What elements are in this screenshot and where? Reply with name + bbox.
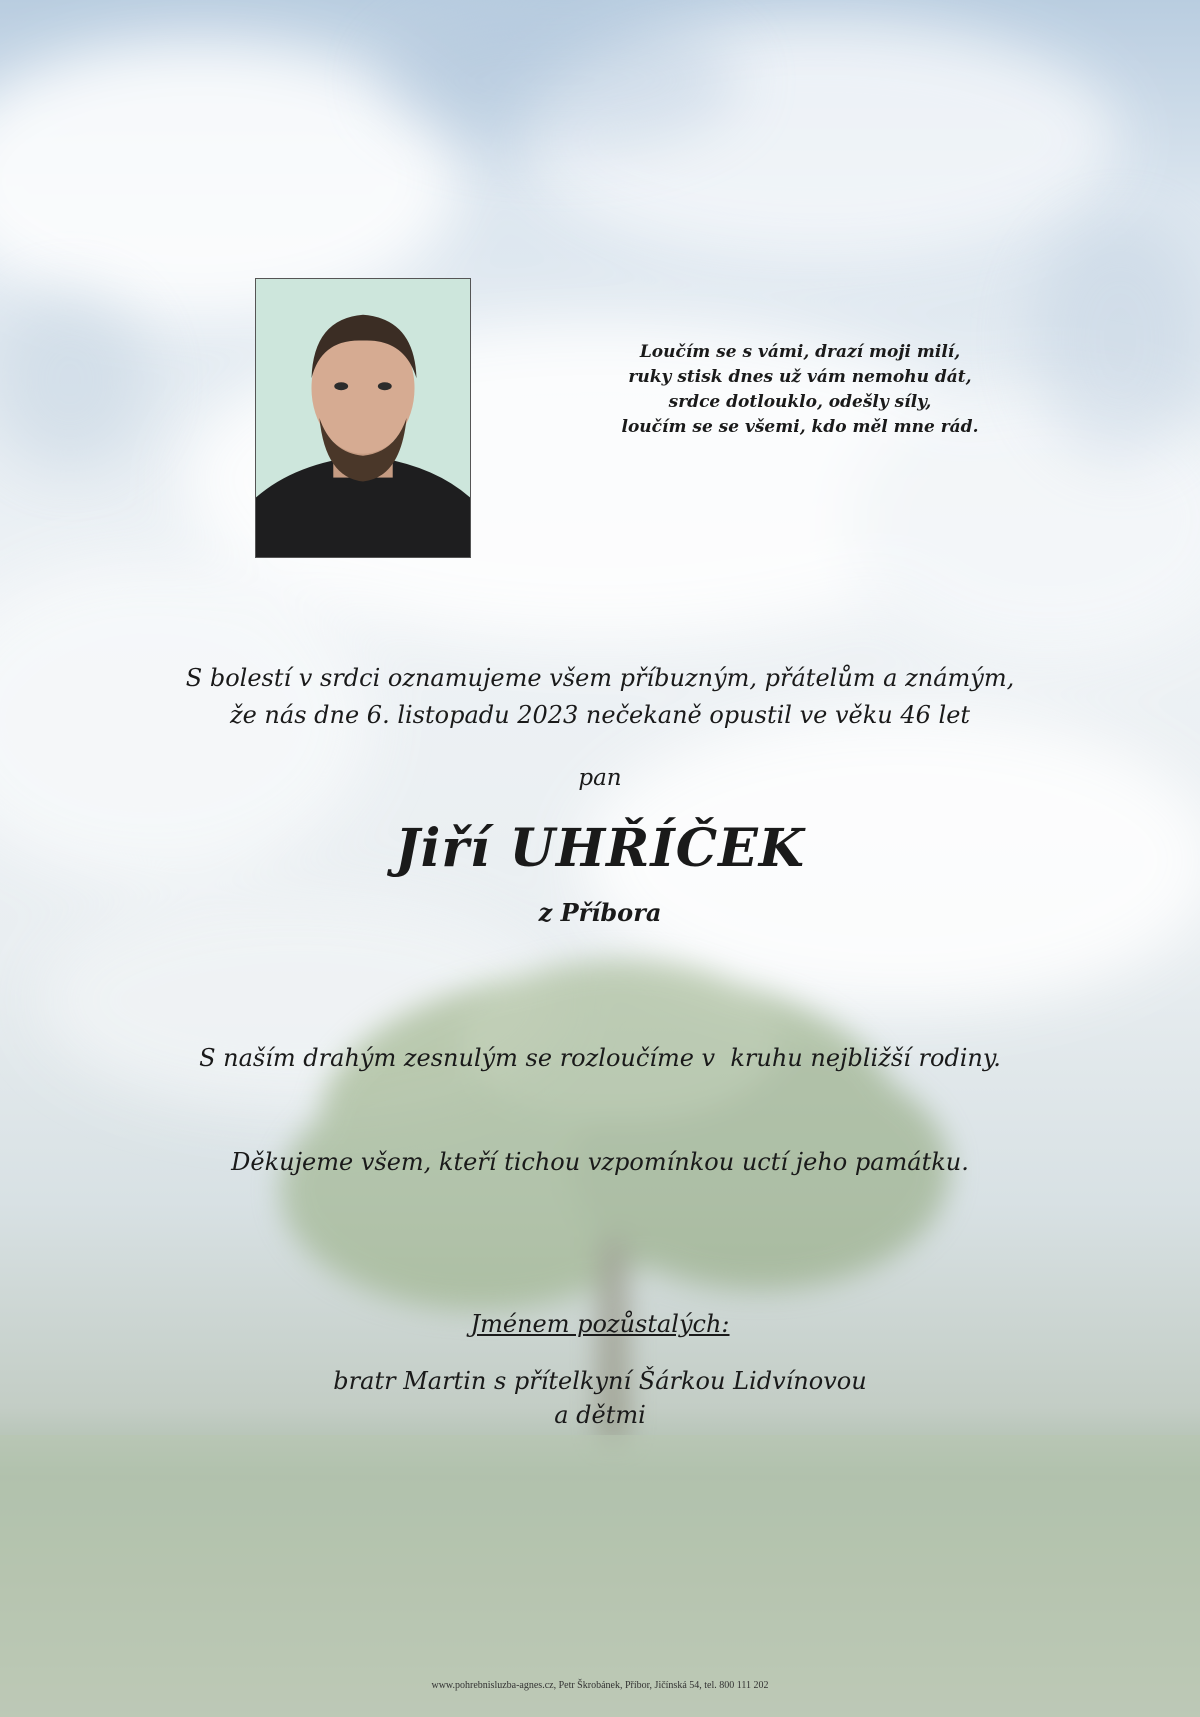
survivor-line: bratr Martin s přítelkyní Šárkou Lidvínovou [333, 1367, 867, 1395]
farewell-notice: S naším drahým zesnulým se rozloučíme v kruhu nejbližší rodiny. [199, 1044, 1001, 1072]
announcement-line: že nás dne 6. listopadu 2023 nečekaně opustil ve věku 46 let [229, 701, 971, 729]
survivors-list [0, 1364, 1200, 1432]
poem-line: srdce dotlouklo, odešly síly, [668, 392, 932, 412]
salutation: pan [578, 765, 622, 791]
deceased-name: Jiří UHŘÍČEK [395, 818, 805, 879]
poem-line: loučím se se všemi, kdo měl mne rád. [621, 417, 979, 437]
portrait-photo [255, 278, 471, 558]
survivors-heading: Jménem pozůstalých: [470, 1310, 730, 1338]
death-announcement [0, 660, 1200, 734]
poem-line: ruky stisk dnes už vám nemohu dát, [628, 367, 972, 387]
farewell-poem [560, 340, 1040, 440]
funeral-service-footer: www.pohrebnisluzba-agnes.cz, Petr Škrobánek, Příbor, Jičínská 54, tel. 800 111 202 [431, 1680, 769, 1691]
thanks-notice: Děkujeme všem, kteří tichou vzpomínkou uctí jeho památku. [231, 1148, 969, 1176]
deceased-origin: z Příbora [538, 898, 662, 927]
poem-line: Loučím se s vámi, drazí moji milí, [639, 342, 961, 362]
survivor-line: a dětmi [554, 1401, 646, 1429]
announcement-line: S bolestí v srdci oznamujeme všem příbuzným, přátelům a známým, [185, 664, 1015, 692]
